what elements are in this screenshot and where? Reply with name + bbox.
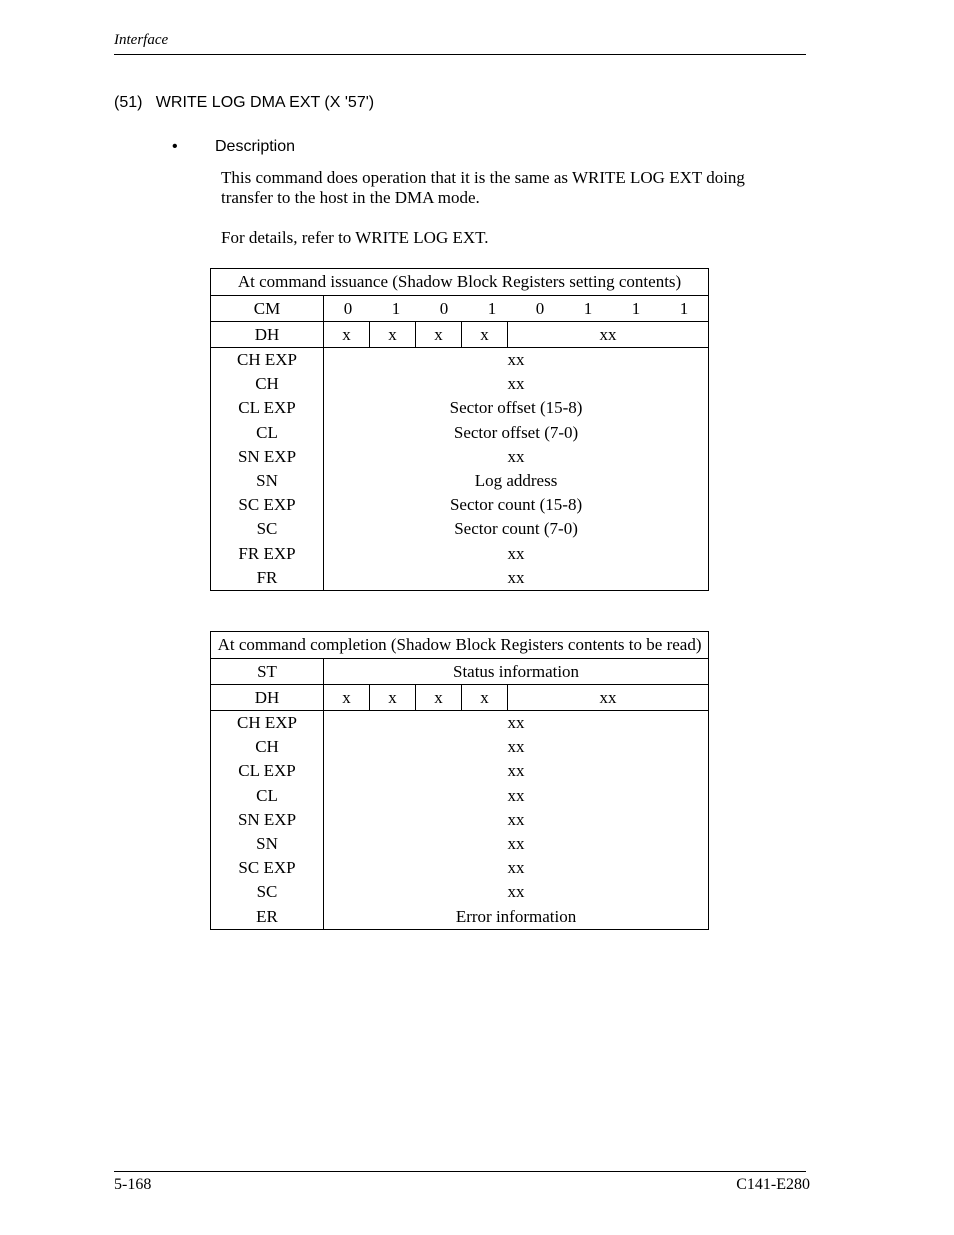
page-number: 5-168 [114,1176,152,1193]
register-label: SN [256,470,278,490]
completion-register-table [210,631,709,930]
register-value: xx [507,737,525,757]
register-value: Error information [455,906,577,926]
register-label: ER [256,906,278,926]
dh-bit: x [416,685,462,711]
dh-rest: xx [508,322,709,348]
section-number: (51) [114,94,143,111]
register-label-column [211,348,324,591]
register-value: xx [507,713,525,732]
completion-caption: At command completion (Shadow Block Registers contents to be read) [211,632,709,659]
register-value: xx [507,446,525,466]
register-label: FR [256,567,278,587]
dh-bit: x [324,685,370,711]
cm-bit: 1 [679,298,689,318]
register-label: SC [256,882,278,902]
dh-bit: x [370,685,416,711]
register-label: SN EXP [237,446,297,466]
document-id: C141-E280 [736,1176,810,1193]
dh-bit: x [462,322,508,348]
register-value: Sector count (7-0) [454,519,578,539]
dh-bit: x [370,322,416,348]
register-value: xx [507,785,525,805]
register-label: CH EXP [237,713,297,732]
register-value: xx [507,833,525,853]
register-label-column [211,711,324,930]
register-label: CH [255,374,279,394]
cm-bit: 0 [343,298,353,318]
register-label: CH [255,737,279,757]
cm-bit: 0 [535,298,545,318]
register-value: xx [507,882,525,902]
register-label: SC EXP [238,495,296,515]
footer-rule [114,1171,806,1172]
register-value: Sector offset (7-0) [453,422,579,442]
register-value: xx [507,374,525,394]
running-header: Interface [114,32,169,48]
st-value: Status information [324,659,709,685]
dh-label: DH [211,322,324,348]
register-value: Sector offset (15-8) [449,398,583,418]
register-label: SN [256,833,278,853]
register-value-column [324,348,709,591]
register-label: SC EXP [238,858,296,878]
register-value: Sector count (15-8) [449,495,583,515]
register-label: FR EXP [238,543,296,563]
register-value: Log address [474,470,558,490]
register-label: CL [256,785,278,805]
reference-paragraph: For details, refer to WRITE LOG EXT. [221,228,489,247]
issuance-register-table [210,268,709,591]
dh-rest: xx [508,685,709,711]
section-title: WRITE LOG DMA EXT (X '57') [155,94,375,111]
register-label: CL EXP [238,761,296,781]
register-label: SC [256,519,278,539]
cm-bit: 0 [439,298,449,318]
cm-bit: 1 [487,298,497,318]
cm-bits [324,296,709,322]
cm-bit: 1 [631,298,641,318]
bullet-label: Description [215,138,296,155]
register-label: CL [256,422,278,442]
dh-label: DH [211,685,324,711]
register-value-column [324,711,709,930]
cm-label: CM [211,296,324,322]
dh-bit: x [462,685,508,711]
cm-bit: 1 [583,298,593,318]
st-label: ST [211,659,324,685]
description-paragraph: This command does operation that it is the same as WRITE LOG EXT doing transfer to the host in the DMA mode. [221,168,745,207]
dh-bit: x [416,322,462,348]
register-label: CL EXP [238,398,296,418]
issuance-caption: At command issuance (Shadow Block Registers setting contents) [211,269,709,296]
register-value: xx [507,761,525,781]
cm-bit: 1 [391,298,401,318]
register-value: xx [507,809,525,829]
register-value: xx [507,858,525,878]
bullet-icon: • [172,138,178,155]
register-value: xx [507,543,525,563]
header-rule [114,54,806,55]
register-label: SN EXP [237,809,297,829]
register-value: xx [507,350,525,369]
register-value: xx [507,567,525,587]
register-label: CH EXP [237,350,297,369]
section-heading [114,94,374,112]
dh-bit: x [324,322,370,348]
